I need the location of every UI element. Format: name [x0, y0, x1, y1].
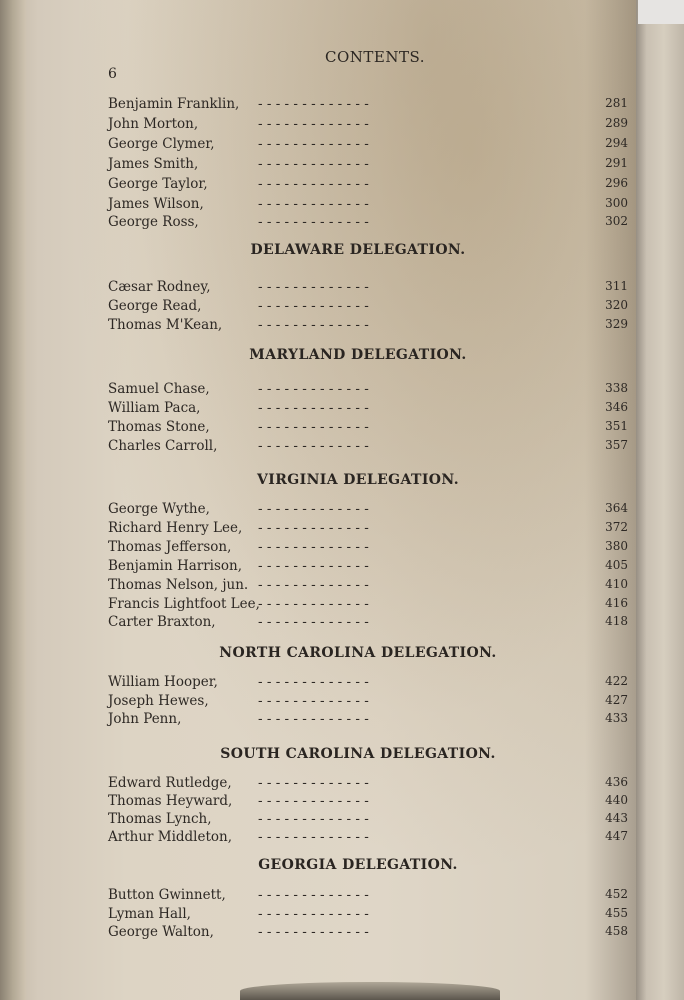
section-heading: VIRGINIA DELEGATION.: [257, 472, 459, 488]
toc-entry: [108, 558, 628, 576]
dot-leader: - - - - - - - - - - - - -: [258, 136, 369, 152]
entry-page-number: 302: [605, 214, 628, 228]
toc-entry: [108, 381, 628, 399]
entry-page-number: 364: [605, 501, 628, 515]
toc-entry: [108, 614, 628, 632]
dot-leader: - - - - - - - - - - - - -: [258, 419, 369, 435]
page-gutter: [0, 0, 26, 1000]
dot-leader: - - - - - - - - - - - - -: [258, 829, 369, 845]
entry-page-number: 418: [605, 614, 628, 628]
entry-page-number: 440: [605, 793, 628, 807]
section-heading: NORTH CAROLINA DELEGATION.: [219, 645, 497, 661]
entry-name: Thomas Heyward,: [108, 793, 233, 809]
dot-leader: - - - - - - - - - - - - -: [258, 196, 369, 212]
dot-leader: - - - - - - - - - - - - -: [258, 539, 369, 555]
entry-page-number: 320: [605, 298, 628, 312]
entry-name: Carter Braxton,: [108, 614, 216, 630]
entry-page-number: 329: [605, 317, 628, 331]
entry-page-number: 443: [605, 811, 628, 825]
entry-page-number: 416: [605, 596, 628, 610]
toc-entry: [108, 887, 628, 905]
dot-leader: - - - - - - - - - - - - -: [258, 400, 369, 416]
toc-entry: [108, 438, 628, 456]
toc-entry: [108, 176, 628, 194]
toc-entry: [108, 196, 628, 214]
entry-name: Thomas Jefferson,: [108, 539, 232, 555]
dot-leader: - - - - - - - - - - - - -: [258, 317, 369, 333]
entry-page-number: 294: [605, 136, 628, 150]
toc-entry: [108, 711, 628, 729]
dot-leader: - - - - - - - - - - - - -: [258, 558, 369, 574]
entry-page-number: 410: [605, 577, 628, 591]
entry-page-number: 357: [605, 438, 628, 452]
toc-entry: [108, 96, 628, 114]
dot-leader: - - - - - - - - - - - - -: [258, 674, 369, 690]
dot-leader: - - - - - - - - - - - - -: [258, 438, 369, 454]
toc-entry: [108, 317, 628, 335]
entry-page-number: 346: [605, 400, 628, 414]
entry-page-number: 380: [605, 539, 628, 553]
entry-page-number: 455: [605, 906, 628, 920]
entry-page-number: 427: [605, 693, 628, 707]
dot-leader: - - - - - - - - - - - - -: [258, 501, 369, 517]
entry-name: Benjamin Franklin,: [108, 96, 240, 112]
toc-entry: [108, 419, 628, 437]
entry-name: James Wilson,: [108, 196, 204, 212]
dot-leader: - - - - - - - - - - - - -: [258, 596, 369, 612]
entry-name: William Paca,: [108, 400, 201, 416]
entry-name: Thomas Nelson, jun.: [108, 577, 249, 593]
dot-leader: - - - - - - - - - - - - -: [258, 577, 369, 593]
dot-leader: - - - - - - - - - - - - -: [258, 711, 369, 727]
toc-entry: [108, 501, 628, 519]
entry-name: Button Gwinnett,: [108, 887, 226, 903]
entry-name: Joseph Hewes,: [108, 693, 209, 709]
toc-entry: [108, 136, 628, 154]
entry-page-number: 372: [605, 520, 628, 534]
dot-leader: - - - - - - - - - - - - -: [258, 887, 369, 903]
dot-leader: - - - - - - - - - - - - -: [258, 298, 369, 314]
entry-page-number: 452: [605, 887, 628, 901]
toc-entry: [108, 214, 628, 232]
dot-leader: - - - - - - - - - - - - -: [258, 924, 369, 940]
toc-entry: [108, 829, 628, 847]
section-heading: GEORGIA DELEGATION.: [258, 857, 458, 873]
background-corner: [638, 0, 684, 24]
dot-leader: - - - - - - - - - - - - -: [258, 116, 369, 132]
toc-entry: [108, 811, 628, 829]
toc-entry: [108, 279, 628, 297]
entry-name: Thomas M'Kean,: [108, 317, 223, 333]
entry-page-number: 289: [605, 116, 628, 130]
entry-name: Francis Lightfoot Lee,: [108, 596, 260, 612]
entry-name: Thomas Lynch,: [108, 811, 212, 827]
dot-leader: - - - - - - - - - - - - -: [258, 693, 369, 709]
toc-entry: [108, 906, 628, 924]
entry-name: John Penn,: [108, 711, 182, 727]
entry-name: George Ross,: [108, 214, 199, 230]
entry-name: Arthur Middleton,: [108, 829, 233, 845]
dot-leader: - - - - - - - - - - - - -: [258, 775, 369, 791]
section-heading: DELAWARE DELEGATION.: [250, 242, 466, 258]
dot-leader: - - - - - - - - - - - - -: [258, 906, 369, 922]
entry-page-number: 458: [605, 924, 628, 938]
toc-entry: [108, 924, 628, 942]
entry-name: Charles Carroll,: [108, 438, 218, 454]
entry-page-number: 351: [605, 419, 628, 433]
page-title: CONTENTS.: [325, 48, 425, 66]
dot-leader: - - - - - - - - - - - - -: [258, 614, 369, 630]
entry-name: George Wythe,: [108, 501, 210, 517]
dot-leader: - - - - - - - - - - - - -: [258, 520, 369, 536]
toc-entry: [108, 596, 628, 614]
dot-leader: - - - - - - - - - - - - -: [258, 176, 369, 192]
toc-entry: [108, 577, 628, 595]
entry-page-number: 296: [605, 176, 628, 190]
entry-page-number: 433: [605, 711, 628, 725]
dot-leader: - - - - - - - - - - - - -: [258, 381, 369, 397]
entry-page-number: 291: [605, 156, 628, 170]
adjacent-page-edge: [634, 0, 684, 1000]
dot-leader: - - - - - - - - - - - - -: [258, 811, 369, 827]
entry-page-number: 300: [605, 196, 628, 210]
toc-entry: [108, 298, 628, 316]
toc-entry: [108, 539, 628, 557]
entry-name: George Clymer,: [108, 136, 215, 152]
toc-entry: [108, 674, 628, 692]
entry-page-number: 281: [605, 96, 628, 110]
entry-name: Richard Henry Lee,: [108, 520, 243, 536]
toc-entry: [108, 116, 628, 134]
section-heading: SOUTH CAROLINA DELEGATION.: [220, 746, 496, 762]
entry-name: George Taylor,: [108, 176, 208, 192]
entry-name: John Morton,: [108, 116, 199, 132]
entry-name: Thomas Stone,: [108, 419, 210, 435]
entry-page-number: 422: [605, 674, 628, 688]
entry-page-number: 311: [605, 279, 628, 293]
entry-name: William Hooper,: [108, 674, 218, 690]
entry-name: George Read,: [108, 298, 202, 314]
dot-leader: - - - - - - - - - - - - -: [258, 214, 369, 230]
entry-page-number: 405: [605, 558, 628, 572]
dot-leader: - - - - - - - - - - - - -: [258, 96, 369, 112]
entry-name: Lyman Hall,: [108, 906, 191, 922]
entry-name: Edward Rutledge,: [108, 775, 232, 791]
bottom-shadow: [240, 982, 500, 1000]
dot-leader: - - - - - - - - - - - - -: [258, 793, 369, 809]
toc-entry: [108, 400, 628, 418]
entry-name: George Walton,: [108, 924, 214, 940]
entry-page-number: 447: [605, 829, 628, 843]
section-heading: MARYLAND DELEGATION.: [249, 347, 467, 363]
toc-entry: [108, 793, 628, 811]
entry-page-number: 338: [605, 381, 628, 395]
toc-entry: [108, 693, 628, 711]
entry-name: Samuel Chase,: [108, 381, 210, 397]
dot-leader: - - - - - - - - - - - - -: [258, 156, 369, 172]
toc-entry: [108, 520, 628, 538]
toc-entry: [108, 156, 628, 174]
entry-name: Benjamin Harrison,: [108, 558, 243, 574]
entry-name: James Smith,: [108, 156, 199, 172]
entry-name: Cæsar Rodney,: [108, 279, 211, 295]
toc-entry: [108, 775, 628, 793]
entry-page-number: 436: [605, 775, 628, 789]
dot-leader: - - - - - - - - - - - - -: [258, 279, 369, 295]
page-number: 6: [108, 66, 117, 82]
